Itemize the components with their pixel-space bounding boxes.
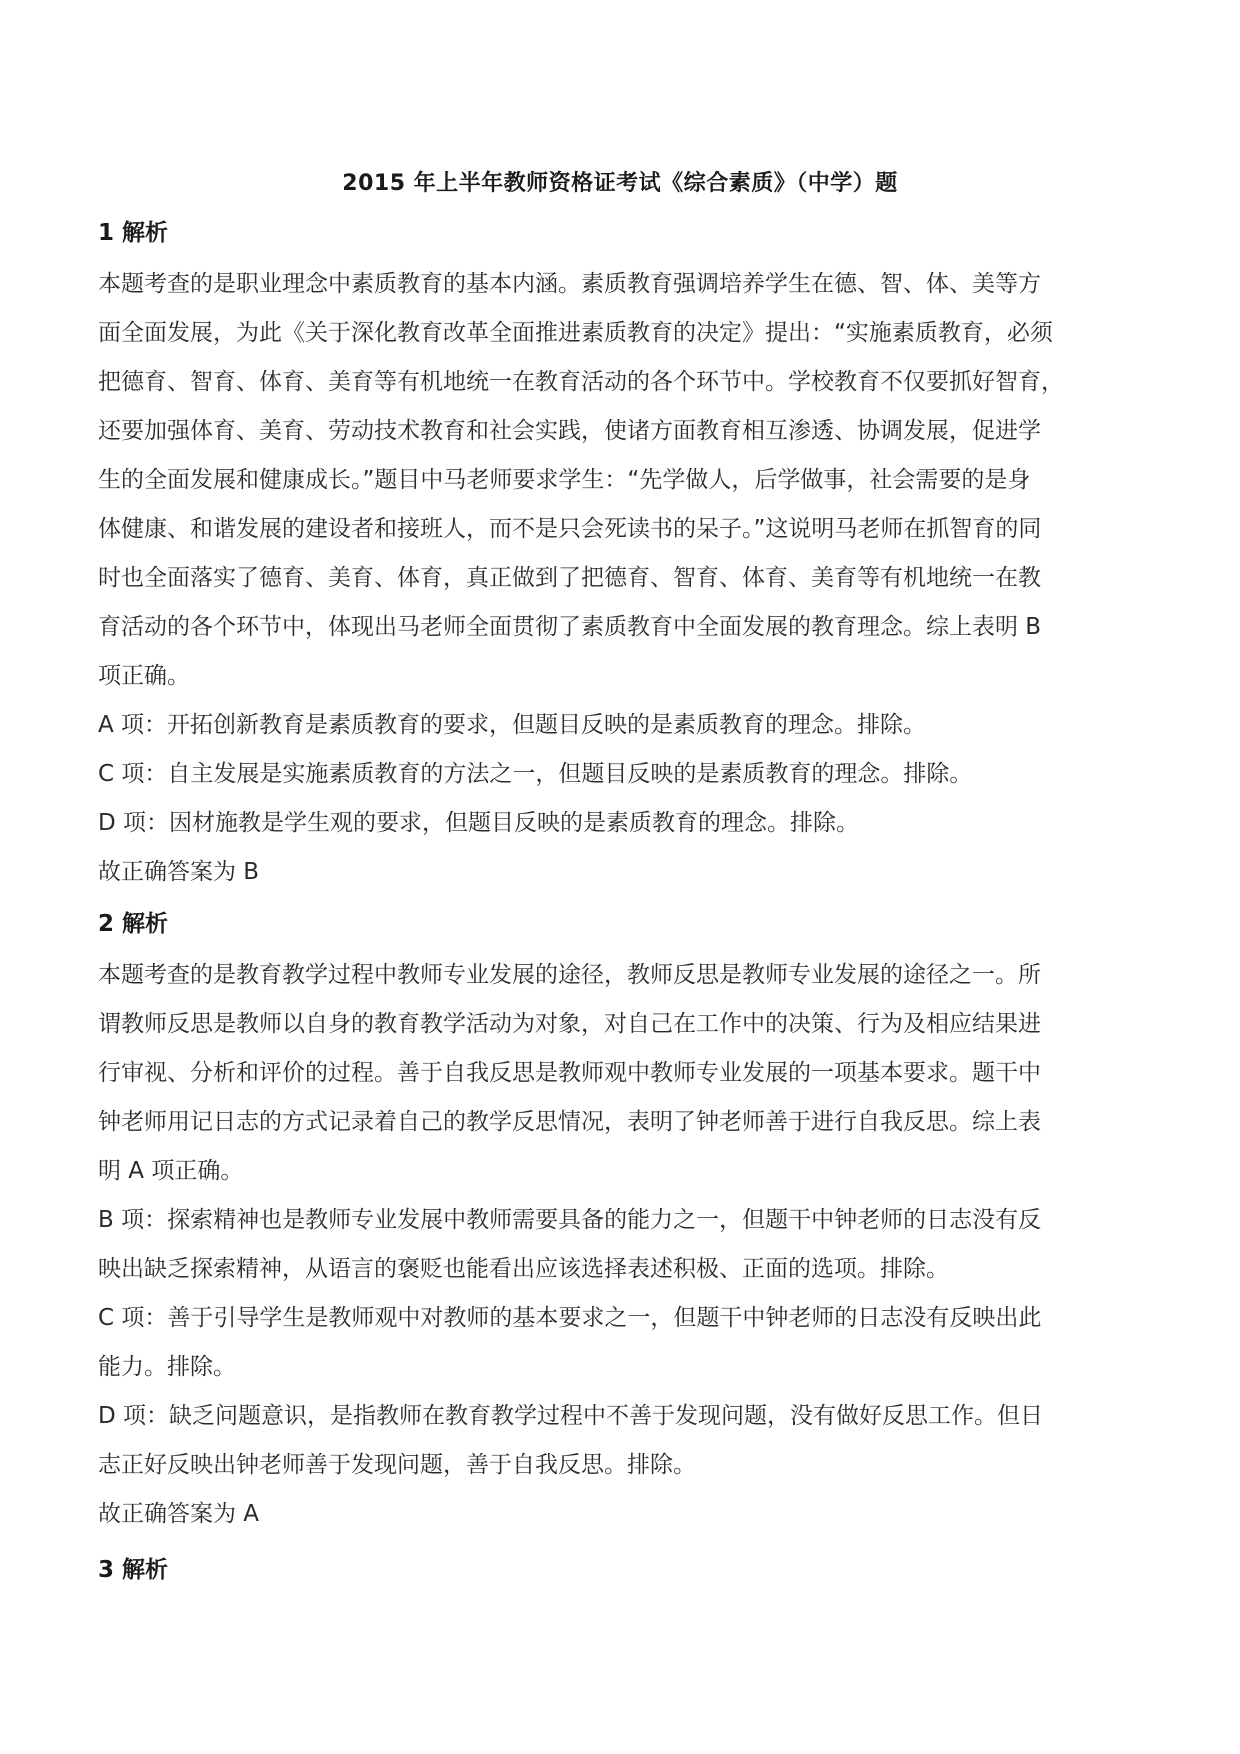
paragraph-line: 本题考查的是职业理念中素质教育的基本内涵。素质教育强调培养学生在德、智、体、美等方: [98, 271, 1041, 297]
paragraph-line: 时也全面落实了德育、美育、体育，真正做到了把德育、智育、体育、美育等有机地统一在教: [98, 565, 1041, 591]
option-d-explanation-cont: 志正好反映出钟老师善于发现问题，善于自我反思。排除。: [98, 1452, 696, 1478]
option-d-explanation: D 项：因材施教是学生观的要求，但题目反映的是素质教育的理念。排除。: [98, 810, 860, 836]
paragraph-line: 钟老师用记日志的方式记录着自己的教学反思情况，表明了钟老师善于进行自我反思。综上表: [98, 1109, 1041, 1135]
paragraph-line: 体健康、和谐发展的建设者和接班人，而不是只会死读书的呆子。”这说明马老师在抓智育的同: [98, 516, 1042, 542]
document-title: 2015 年上半年教师资格证考试《综合素质》（中学）题: [342, 171, 898, 196]
option-c-explanation: C 项：善于引导学生是教师观中对教师的基本要求之一，但题干中钟老师的日志没有反映出此: [98, 1305, 1042, 1331]
correct-answer: 故正确答案为 B: [98, 859, 260, 885]
paragraph-line: 把德育、智育、体育、美育等有机地统一在教育活动的各个环节中。学校教育不仅要抓好智育，: [98, 369, 1064, 395]
paragraph-line: 行审视、分析和评价的过程。善于自我反思是教师观中教师专业发展的一项基本要求。题干中: [98, 1060, 1041, 1086]
paragraph-line: 面全面发展，为此《关于深化教育改革全面推进素质教育的决定》提出：“实施素质教育，必须: [98, 320, 1053, 346]
analysis-section-3: [98, 1555, 1148, 1585]
paragraph-line: 本题考查的是教育教学过程中教师专业发展的途径，教师反思是教师专业发展的途径之一。所: [98, 962, 1041, 988]
paragraph-line: 育活动的各个环节中，体现出马老师全面贯彻了素质教育中全面发展的教育理念。综上表明 B: [98, 614, 1042, 640]
option-c-explanation-cont: 能力。排除。: [98, 1354, 236, 1380]
option-a-explanation: A 项：开拓创新教育是素质教育的要求，但题目反映的是素质教育的理念。排除。: [98, 712, 927, 738]
section-heading: 3 解析: [98, 1557, 169, 1583]
section-heading: 1 解析: [98, 220, 169, 246]
paragraph-line: 谓教师反思是教师以自身的教育教学活动为对象，对自己在工作中的决策、行为及相应结果进: [98, 1011, 1041, 1037]
analysis-section-2: [98, 909, 1148, 1539]
option-b-explanation: B 项：探索精神也是教师专业发展中教师需要具备的能力之一，但题干中钟老师的日志没有反: [98, 1207, 1042, 1233]
analysis-section-1: [98, 218, 1148, 897]
paragraph-line: 生的全面发展和健康成长。”题目中马老师要求学生：“先学做人，后学做事，社会需要的是身: [98, 467, 1031, 493]
correct-answer: 故正确答案为 A: [98, 1501, 260, 1527]
section-heading: 2 解析: [98, 911, 169, 937]
paragraph-line: 还要加强体育、美育、劳动技术教育和社会实践，使诸方面教育相互渗透、协调发展，促进学: [98, 418, 1041, 444]
option-d-explanation: D 项：缺乏问题意识，是指教师在教育教学过程中不善于发现问题，没有做好反思工作。但日: [98, 1403, 1044, 1429]
paragraph-line: 项正确。: [98, 663, 190, 689]
option-b-explanation-cont: 映出缺乏探索精神，从语言的褒贬也能看出应该选择表述积极、正面的选项。排除。: [98, 1256, 949, 1282]
paragraph-line: 明 A 项正确。: [98, 1158, 244, 1184]
option-c-explanation: C 项：自主发展是实施素质教育的方法之一，但题目反映的是素质教育的理念。排除。: [98, 761, 973, 787]
